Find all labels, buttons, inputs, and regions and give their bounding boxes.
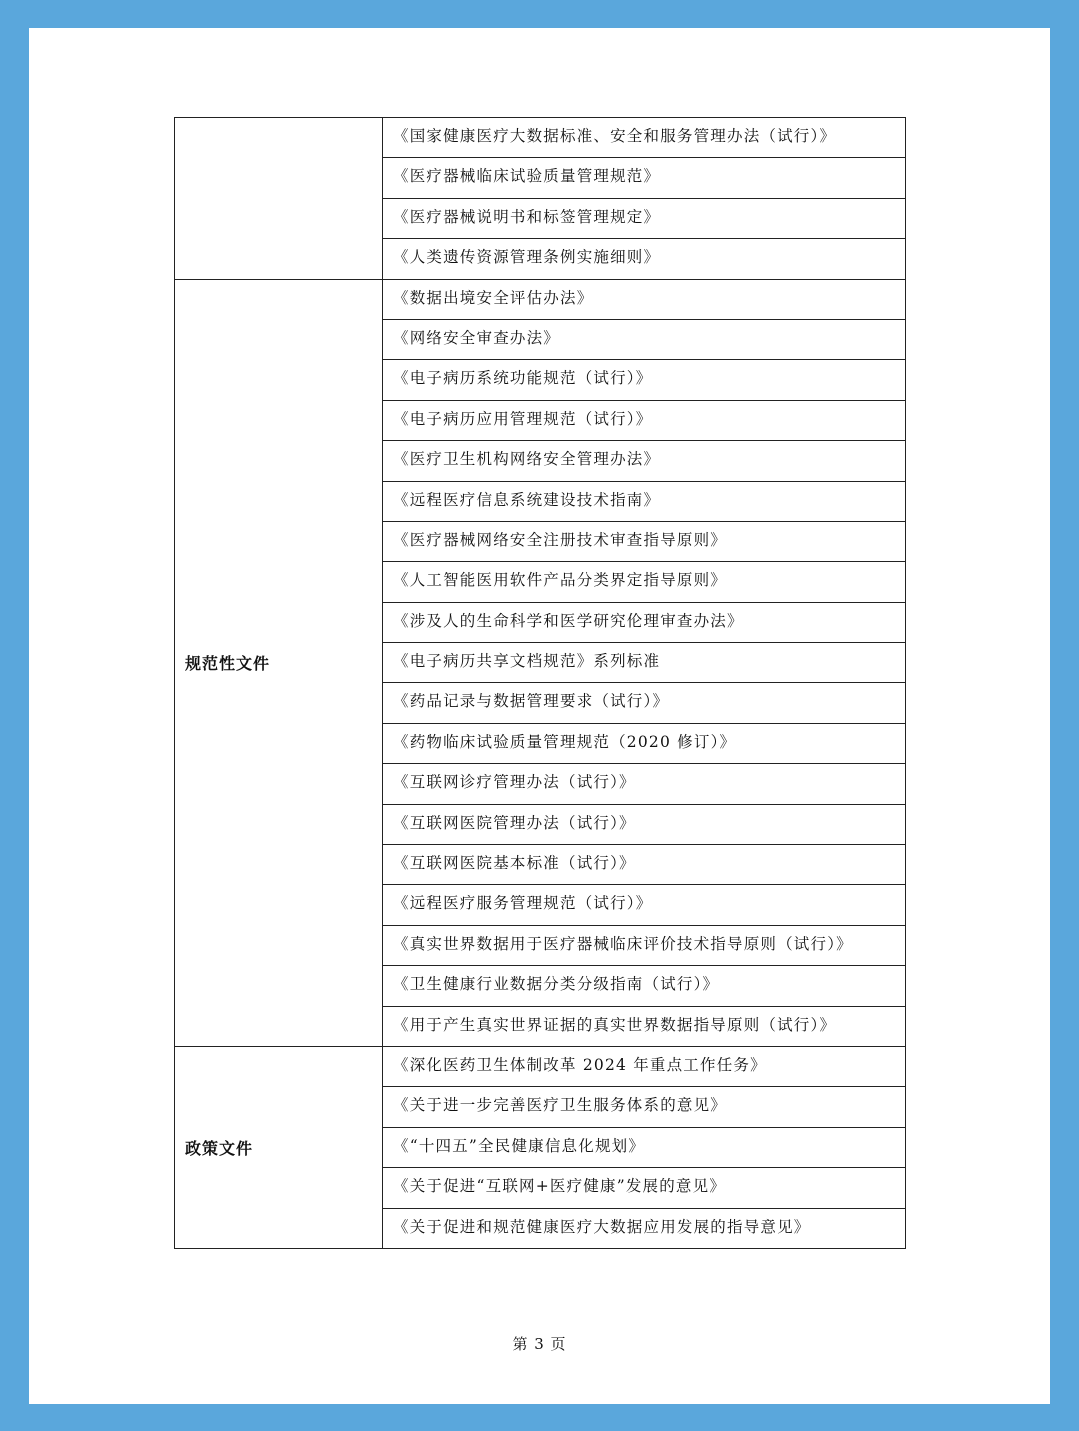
document-title: 《电子病历应用管理规范（试行）》 — [383, 400, 906, 440]
document-title: 《涉及人的生命科学和医学研究伦理审查办法》 — [383, 602, 906, 642]
document-title: 《互联网医院管理办法（试行）》 — [383, 804, 906, 844]
document-title: 《药物临床试验质量管理规范（2020 修订）》 — [383, 723, 906, 763]
document-page — [29, 28, 1050, 1404]
document-title: 《用于产生真实世界证据的真实世界数据指导原则（试行）》 — [383, 1006, 906, 1046]
table-row — [175, 118, 906, 158]
document-title: 《药品记录与数据管理要求（试行）》 — [383, 683, 906, 723]
document-title: 《远程医疗信息系统建设技术指南》 — [383, 481, 906, 521]
document-title: 《数据出境安全评估办法》 — [383, 279, 906, 319]
document-title: 《人工智能医用软件产品分类界定指导原则》 — [383, 562, 906, 602]
document-title: 《互联网医院基本标准（试行）》 — [383, 845, 906, 885]
table-row — [175, 279, 906, 319]
document-title: 《国家健康医疗大数据标准、安全和服务管理办法（试行）》 — [383, 118, 906, 158]
document-title: 《关于促进和规范健康医疗大数据应用发展的指导意见》 — [383, 1208, 906, 1248]
document-title: 《远程医疗服务管理规范（试行）》 — [383, 885, 906, 925]
document-title: 《人类遗传资源管理条例实施细则》 — [383, 239, 906, 279]
table-row — [175, 1046, 906, 1086]
category-label: 政策文件 — [175, 1046, 383, 1248]
document-title: 《关于进一步完善医疗卫生服务体系的意见》 — [383, 1087, 906, 1127]
document-title: 《关于促进“互联网+医疗健康”发展的意见》 — [383, 1168, 906, 1208]
document-title: 《医疗器械说明书和标签管理规定》 — [383, 198, 906, 238]
document-title: 《电子病历系统功能规范（试行）》 — [383, 360, 906, 400]
category-label: 规范性文件 — [175, 279, 383, 1046]
document-title: 《医疗器械网络安全注册技术审查指导原则》 — [383, 521, 906, 561]
page-number: 第 3 页 — [512, 1335, 567, 1353]
document-title: 《真实世界数据用于医疗器械临床评价技术指导原则（试行）》 — [383, 925, 906, 965]
document-title: 《医疗卫生机构网络安全管理办法》 — [383, 441, 906, 481]
document-title: 《互联网诊疗管理办法（试行）》 — [383, 764, 906, 804]
document-title: 《卫生健康行业数据分类分级指南（试行）》 — [383, 966, 906, 1006]
document-title: 《电子病历共享文档规范》系列标准 — [383, 643, 906, 683]
document-title: 《深化医药卫生体制改革 2024 年重点工作任务》 — [383, 1046, 906, 1086]
category-label — [175, 118, 383, 280]
document-title: 《“十四五”全民健康信息化规划》 — [383, 1127, 906, 1167]
document-title: 《网络安全审查办法》 — [383, 319, 906, 359]
document-title: 《医疗器械临床试验质量管理规范》 — [383, 158, 906, 198]
regulation-table — [174, 117, 906, 1249]
